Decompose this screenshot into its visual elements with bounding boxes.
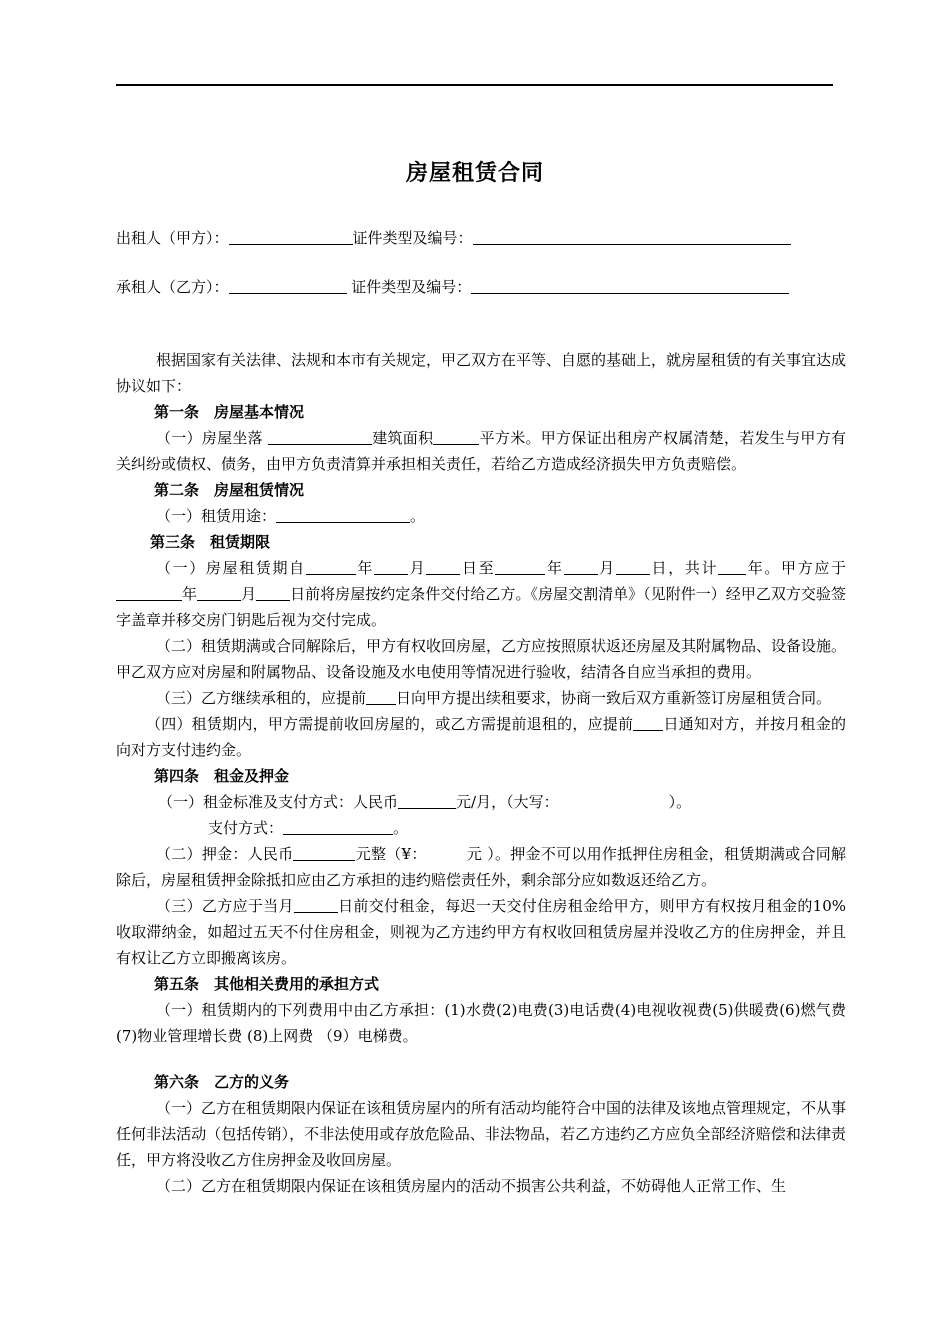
text-run: （一）房屋坐落 [156, 429, 268, 447]
deposit-blank [293, 845, 355, 861]
text-run: （一）租赁用途： [156, 507, 277, 525]
text-run: （二）押金：人民币 [156, 845, 294, 863]
blank [294, 897, 338, 913]
contract-body [116, 347, 846, 1199]
blank [306, 559, 356, 575]
payment-method-blank [283, 819, 393, 835]
text-run: 月 [597, 559, 616, 577]
text-run: 日通知对方，并按月租金的向对方支付违约金。 [116, 715, 846, 759]
blank [426, 559, 460, 575]
rent-blank [398, 793, 456, 809]
blank [495, 559, 545, 575]
article-6-heading: 第六条 乙方的义务 [154, 1073, 290, 1091]
header-rule [116, 84, 833, 86]
text-run: 支付方式： [208, 819, 284, 837]
blank [256, 585, 290, 601]
text-run: 。 [393, 819, 409, 837]
party-b-label: 承租人（乙方）： [116, 278, 229, 296]
text-run: 元 ）。押金不可以用作抵押住房租金，租赁期满或合同解除后，房屋租赁押金除抵扣应由乙方承担的违约赔偿责任外，剩余部分应如数返还给乙方。 [116, 845, 846, 889]
party-b-id-label: 证件类型及编号： [351, 278, 472, 296]
text-run: 建筑面积 [371, 429, 434, 447]
blank [116, 585, 182, 601]
text-run: （一）房屋租赁期自 [156, 559, 306, 577]
text-run: 元/月，（大写： [456, 793, 559, 811]
intro-paragraph: 根据国家有关法律、法规和本市有关规定，甲乙双方在平等、自愿的基础上，就房屋租赁的有关事宜达成协议如下： [116, 351, 847, 395]
article-4-clause-2 [116, 841, 846, 893]
article-3-clause-3 [116, 685, 846, 711]
blank [374, 559, 408, 575]
text-run: 元整（¥： [355, 845, 427, 863]
area-blank [433, 429, 479, 445]
article-4-heading: 第四条 租金及押金 [154, 767, 290, 785]
party-b-line [116, 276, 789, 297]
text-run: 年 [182, 585, 198, 603]
text-run: 日，共计 [649, 559, 719, 577]
party-a-name-blank [229, 229, 353, 245]
party-a-id-label: 证件类型及编号： [352, 229, 473, 247]
article-3-clause-2: （二）租赁期满或合同解除后，甲方有权收回房屋，乙方应按照原状返还房屋及其附属物品、设备设施。甲乙双方应对房屋和附属物品、设备设施及水电使用等情况进行验收，结清各自应当承担的费用。 [116, 637, 847, 681]
article-4-clause-1 [116, 789, 846, 815]
text-run: （三）乙方继续承租的，应提前 [156, 689, 367, 707]
text-run: 平方米。甲方保证出租房产权属清楚，若发生与甲方有关纠纷或债权、债务，由甲方负责清算并承担相关责任，若给乙方造成经济损失甲方负责赔偿。 [116, 429, 846, 473]
text-run: （一）租金标准及支付方式：人民币 [158, 793, 399, 811]
article-6-clause-1: （一）乙方在租赁期限内保证在该租赁房屋内的所有活动均能符合中国的法律及该地点管理规定，不从事任何非法活动（包括传销），不非法使用或存放危险品、非法物品，若乙方违约乙方应负全部经济赔偿和法律责任，甲方将没收乙方住房押金及收回房屋。 [116, 1099, 847, 1169]
location-blank [268, 429, 372, 445]
article-1-heading: 第一条 房屋基本情况 [154, 403, 305, 421]
text-run: 日至 [460, 559, 496, 577]
text-run: 年 [355, 559, 375, 577]
party-a-id-blank [473, 229, 791, 245]
text-run: 日前将房屋按约定条件交付给乙方。《房屋交割清单》（见附件一）经甲乙双方交验签字盖章并移交房门钥匙后视为交付完成。 [116, 585, 846, 629]
text-run: ）。 [668, 793, 692, 811]
blank [564, 559, 598, 575]
text-run: 。 [410, 507, 426, 525]
text-run: （四）租赁期内，甲方需提前收回房屋的，或乙方需提前退租的，应提前 [146, 715, 634, 733]
usage-blank [276, 507, 410, 523]
article-5-heading: 第五条 其他相关费用的承担方式 [154, 975, 380, 993]
party-a-line [116, 227, 791, 248]
article-3-clause-4 [116, 711, 846, 763]
party-b-id-blank [471, 278, 789, 294]
article-2-heading: 第二条 房屋租赁情况 [154, 481, 305, 499]
text-run: 月 [408, 559, 427, 577]
text-run: 日前交付租金，每迟一天交付住房租金给甲方，则甲方有权按月租金的10%收取滞纳金，如超过五天不付住房租金，则视为乙方违约甲方有权收回租赁房屋并没收乙方的住房押金，并且有权让乙方立即搬离该房。 [116, 897, 846, 967]
article-1-clause-1 [116, 425, 846, 477]
document-title: 房屋租赁合同 [405, 161, 544, 186]
party-b-name-blank [229, 278, 347, 294]
article-4-payment-method [116, 815, 846, 841]
article-6-clause-2: （二）乙方在租赁期限内保证在该租赁房屋内的活动不损害公共利益，不妨碍他人正常工作、生 [156, 1177, 787, 1195]
text-run: 月 [241, 585, 257, 603]
text-run: 年。甲方应于 [746, 559, 846, 577]
text-run: （三）乙方应于当月 [156, 897, 294, 915]
text-run: 日向甲方提出续租要求，协商一致后双方重新签订房屋租赁合同。 [396, 689, 832, 707]
article-3-clause-1 [116, 555, 846, 633]
party-a-label: 出租人（甲方）： [116, 229, 229, 247]
blank [633, 715, 663, 731]
article-3-heading: 第三条 租赁期限 [150, 533, 271, 551]
article-5-clause-1: （一）租赁期内的下列费用中由乙方承担：(1)水费(2)电费(3)电话费(4)电视收视费(5)供暖费(6)燃气费(7)物业管理增长费 (8)上网费 （9）电梯费。 [116, 1001, 846, 1045]
blank [718, 559, 746, 575]
article-2-clause-1 [116, 503, 846, 529]
article-4-clause-3 [116, 893, 846, 971]
spacer [116, 1049, 846, 1069]
blank [197, 585, 241, 601]
text-run: 年 [545, 559, 564, 577]
blank [616, 559, 650, 575]
blank [366, 689, 396, 705]
